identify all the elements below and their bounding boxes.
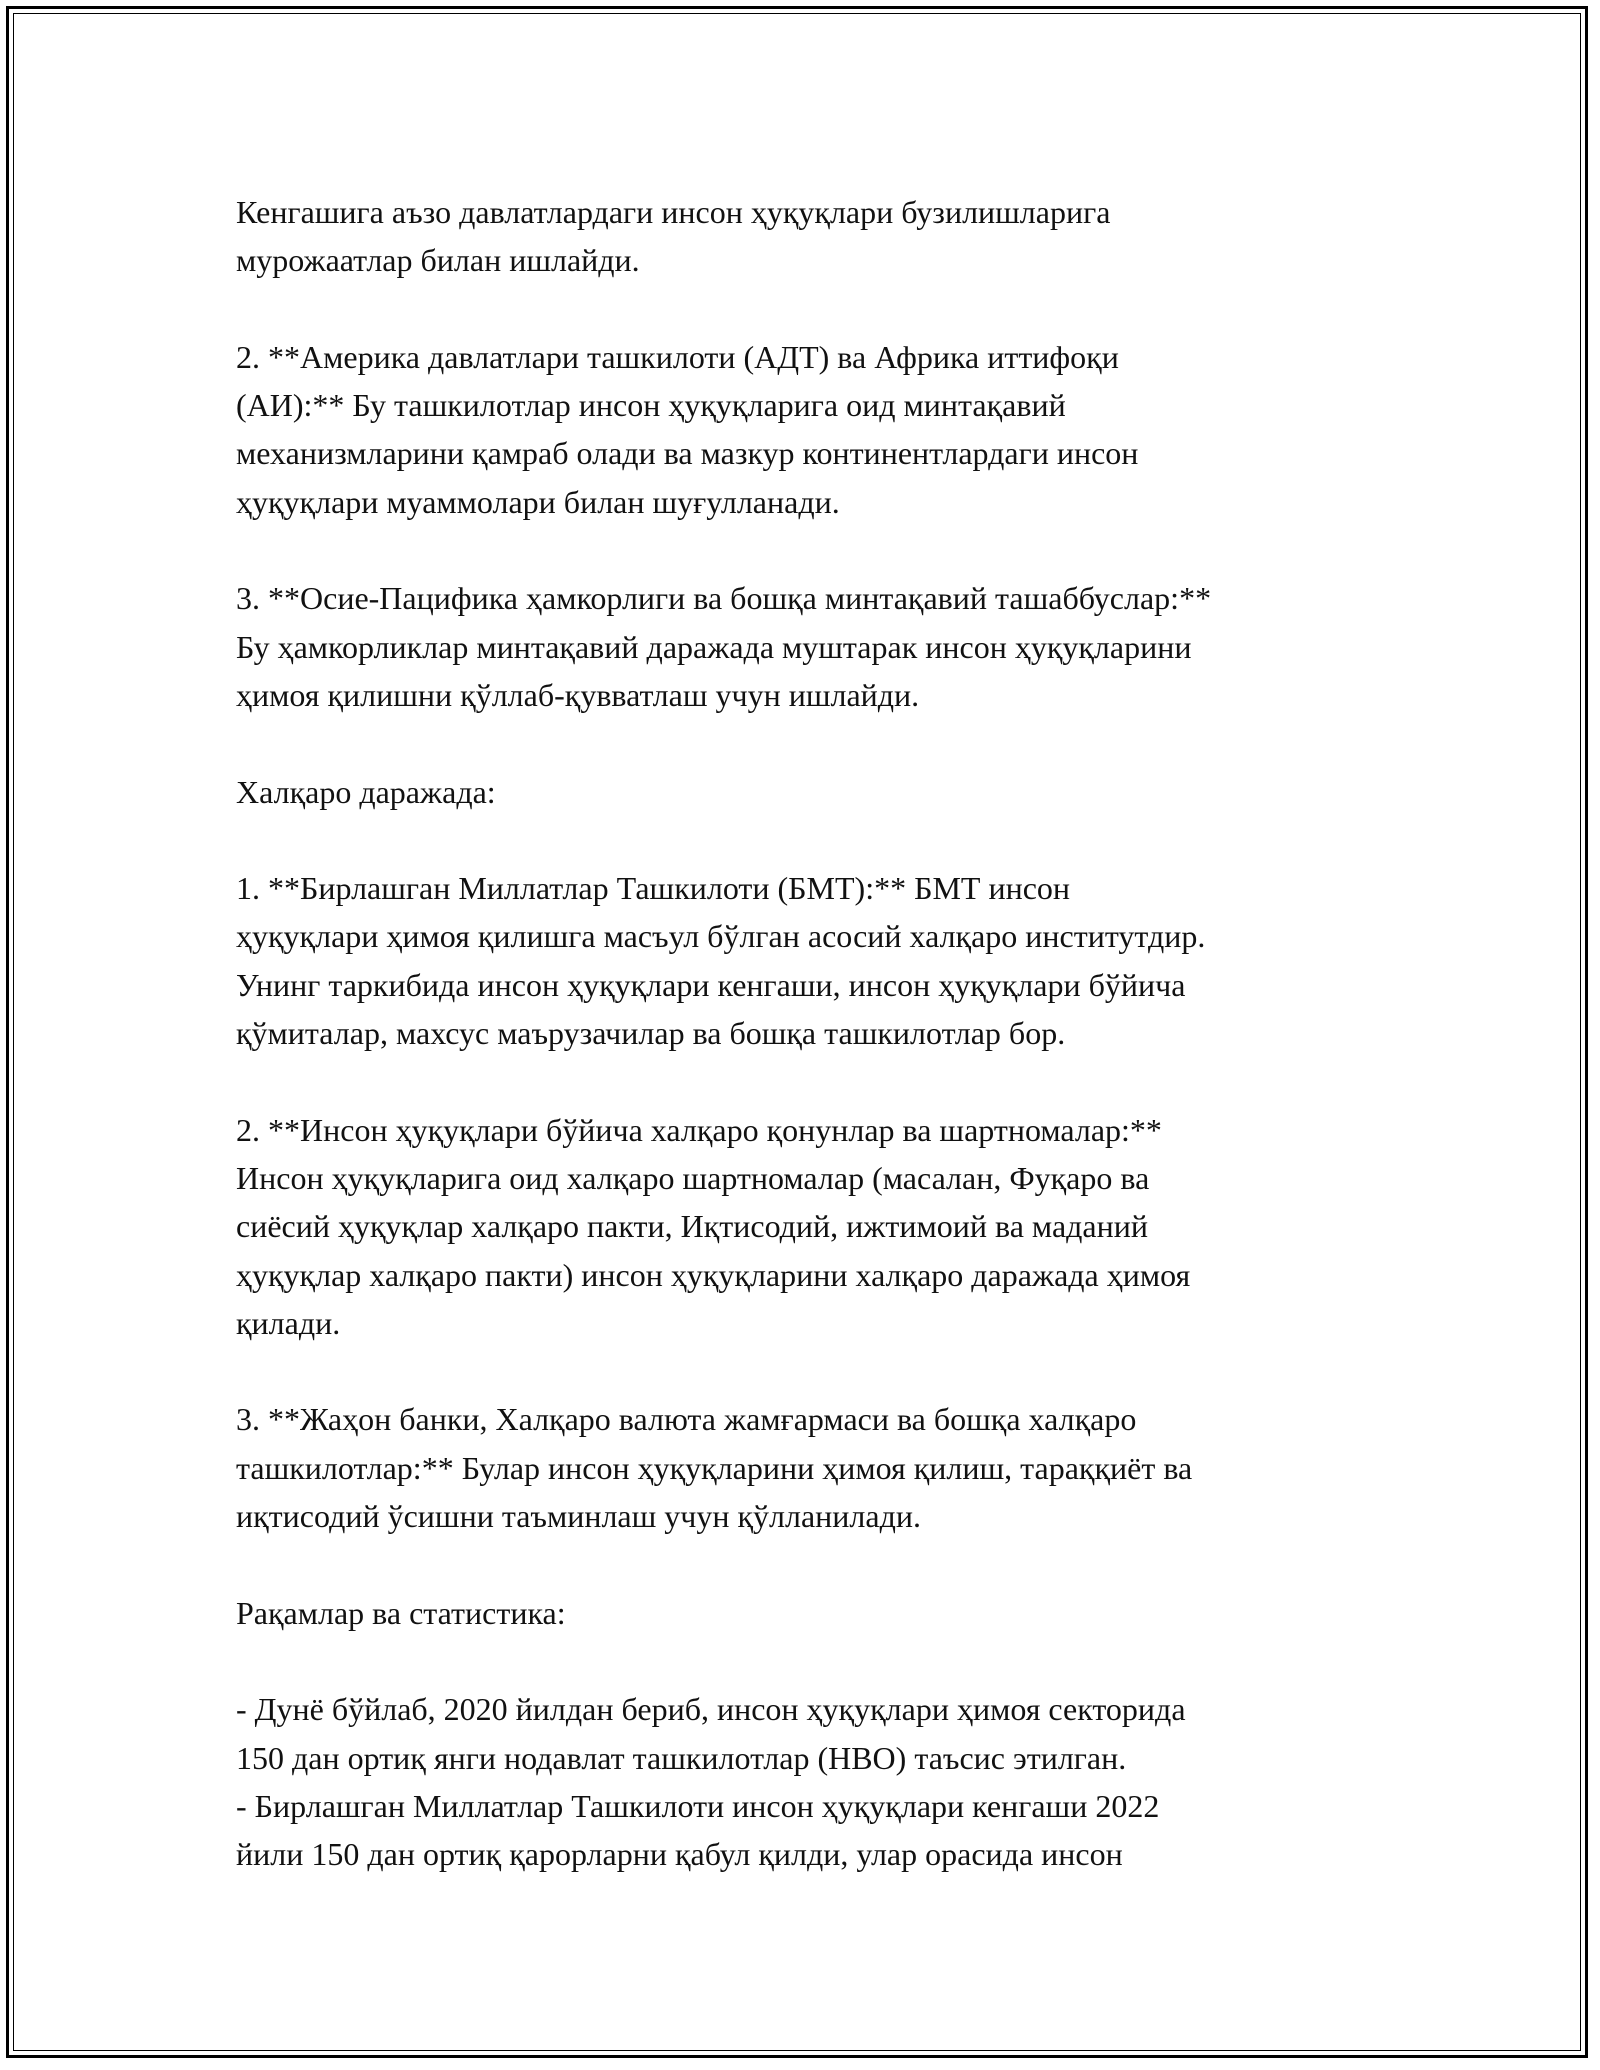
list-item-ngo-count: - Дунё бўйлаб, 2020 йилдан бериб, инсон ҳуқуқлари ҳимоя секторида 150 дан ортиқ янги нодавлат ташкилотлар (НВО) таъсис этилган.	[236, 1691, 1186, 1776]
paragraph-asia-pacific: 3. **Осие-Пацифика ҳамкорлиги ва бошқа минтақавий ташаббуслар:** Бу ҳамкорликлар минтақавий даражада муштарак инсон ҳуқуқларини ҳимоя қилишни қўллаб-қувватлаш учун ишлайди.	[236, 580, 1212, 713]
list-item-un-council-resolutions: - Бирлашган Миллатлар Ташкилоти инсон ҳуқуқлари кенгаши 2022 йили 150 дан ортиқ қарорларни қабул қилди, улар орасида инсон	[236, 1787, 1160, 1873]
paragraph-council-appeals: Кенгашига аъзо давлатлардаги инсон ҳуқуқлари бузилишларига мурожаатлар билан ишлайди.	[236, 194, 1111, 279]
paragraph-international-law: 2. **Инсон ҳуқуқлари бўйича халқаро қонунлар ва шартномалар:** Инсон ҳуқуқларига оид халқаро шартномалар (масалан, Фуқаро ва сиёсий ҳуқуқлар халқаро пакти, Иқтисодий, ижтимоий ва маданий ҳуқуқлар халқаро пакти) инсон ҳуқуқларини халқаро даражада ҳимоя қилади.	[236, 1111, 1191, 1341]
paragraph-oas-au: 2. **Америка давлатлари ташкилоти (АДТ) ва Африка иттифоқи (АИ):** Бу ташкилотлар инсон ҳуқуқларига оид минтақавий механизмларини қамраб олади ва мазкур континентлардаги инсон ҳуқуқлари муаммолари билан шуғулланади.	[236, 338, 1139, 520]
paragraph-un: 1. **Бирлашган Миллатлар Ташкилоти (БМТ):** БМТ инсон ҳуқуқлари ҳимоя қилишга масъул бўлган асосий халқаро институтдир. Унинг таркибида инсон ҳуқуқлари кенгаши, инсон ҳуқуқлари бўйича қўмиталар, махсус маърузачилар ва бошқа ташкилотлар бор.	[236, 870, 1206, 1052]
heading-figures-statistics: Рақамлар ва статистика:	[236, 1594, 566, 1631]
document-body	[236, 188, 1396, 1878]
paragraph-world-bank-imf: 3. **Жаҳон банки, Халқаро валюта жамғармаси ва бошқа халқаро ташкилотлар:** Булар инсон ҳуқуқларини ҳимоя қилиш, тараққиёт ва иқтисодий ўсишни таъминлаш учун қўлланилади.	[236, 1401, 1193, 1535]
heading-international-level: Халқаро даражада:	[236, 773, 496, 810]
